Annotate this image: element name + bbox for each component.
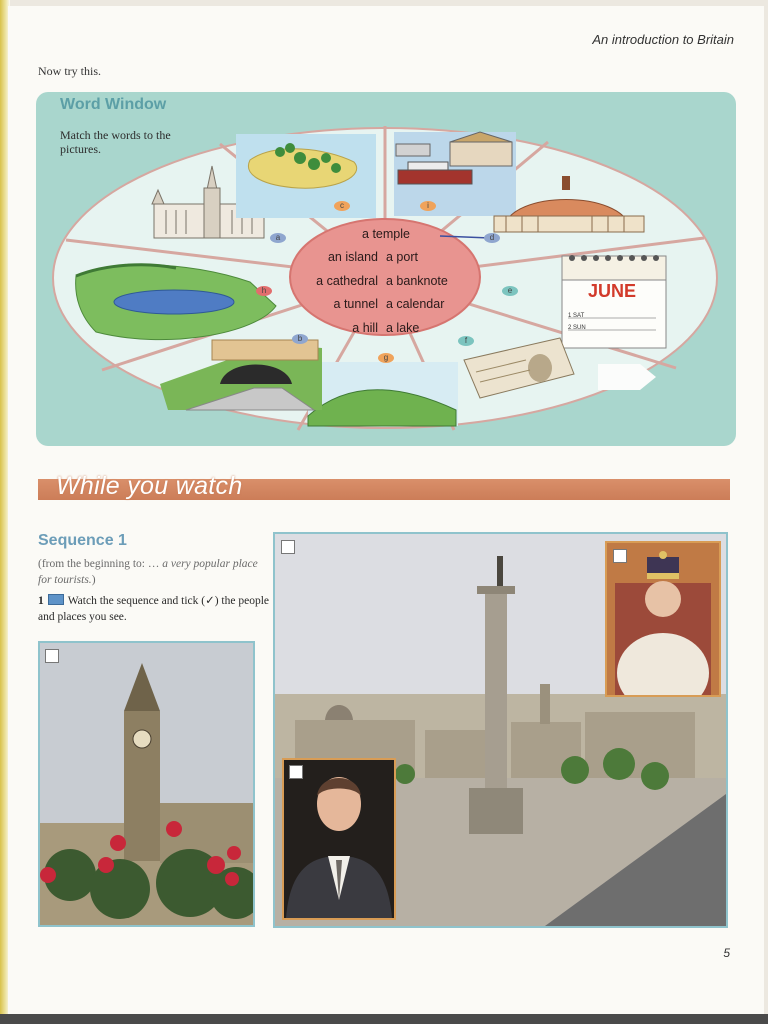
- word-list: [296, 222, 476, 340]
- prime-minister-image: [284, 760, 394, 918]
- tick-box-trafalgar-square[interactable]: [281, 540, 295, 554]
- letter-mark-d: d: [484, 233, 500, 243]
- queen-photo: [605, 541, 721, 697]
- task-number: 1: [38, 595, 44, 607]
- word-row: [296, 246, 476, 270]
- calendar-line-1: 1 SAT: [568, 313, 585, 319]
- video-icon: [48, 594, 64, 605]
- letter-mark-b: b: [292, 334, 308, 344]
- intro-text: Now try this.: [38, 64, 101, 78]
- queen-image: [607, 543, 719, 695]
- letter-mark-e: e: [502, 286, 518, 296]
- word-row: [296, 316, 476, 340]
- word-calendar: a calendar: [386, 297, 445, 312]
- page-number: 5: [723, 946, 730, 960]
- island-illustration: [236, 134, 376, 218]
- word-port: a port: [386, 250, 418, 265]
- while-you-watch-title: While you watch: [56, 472, 243, 500]
- word-row: [296, 269, 476, 293]
- word-row: [296, 293, 476, 317]
- task-instruction: [38, 593, 270, 625]
- port-illustration: [394, 132, 516, 216]
- word-lake: a lake: [386, 320, 420, 335]
- word-window-title: Word Window: [60, 96, 167, 113]
- tick-box-queen[interactable]: [613, 549, 627, 563]
- word-temple: a temple: [362, 226, 410, 241]
- word-banknote: a banknote: [386, 273, 448, 288]
- word-window-instruction: Match the words to the pictures.: [60, 128, 171, 156]
- letter-mark-g: g: [378, 353, 394, 363]
- letter-mark-f: f: [458, 336, 474, 346]
- hill-illustration: [308, 362, 458, 426]
- letter-mark-a: a: [270, 233, 286, 243]
- letter-mark-c: c: [334, 201, 350, 211]
- word-hill: a hill: [352, 320, 378, 335]
- word-island: an island: [327, 250, 378, 265]
- tick-box-big-ben[interactable]: [45, 649, 59, 663]
- word-row-top: [296, 222, 476, 246]
- word-tunnel: a tunnel: [333, 297, 378, 312]
- page-bottom-edge: [0, 1014, 768, 1024]
- sequence-range: [38, 556, 270, 588]
- running-head: An introduction to Britain: [592, 32, 734, 47]
- calendar-month: JUNE: [588, 281, 637, 301]
- letter-mark-h: h: [256, 286, 272, 296]
- sequence-range-quote: a very popular place for tourists.: [38, 558, 258, 586]
- big-ben-photo: [38, 641, 255, 927]
- tick-box-prime-minister[interactable]: [289, 765, 303, 779]
- sequence-title: Sequence 1: [38, 532, 127, 549]
- sequence-range-suffix: ): [91, 574, 96, 586]
- letter-mark-i: i: [420, 201, 436, 211]
- sequence-range-prefix: (from the beginning to: …: [38, 558, 163, 570]
- task-text: Watch the sequence and tick (✓) the people and places you see.: [38, 595, 269, 623]
- word-cathedral: a cathedral: [316, 273, 378, 288]
- big-ben-image: [40, 643, 253, 925]
- calendar-line-2: 2 SUN: [568, 325, 586, 331]
- prime-minister-photo: [282, 758, 396, 920]
